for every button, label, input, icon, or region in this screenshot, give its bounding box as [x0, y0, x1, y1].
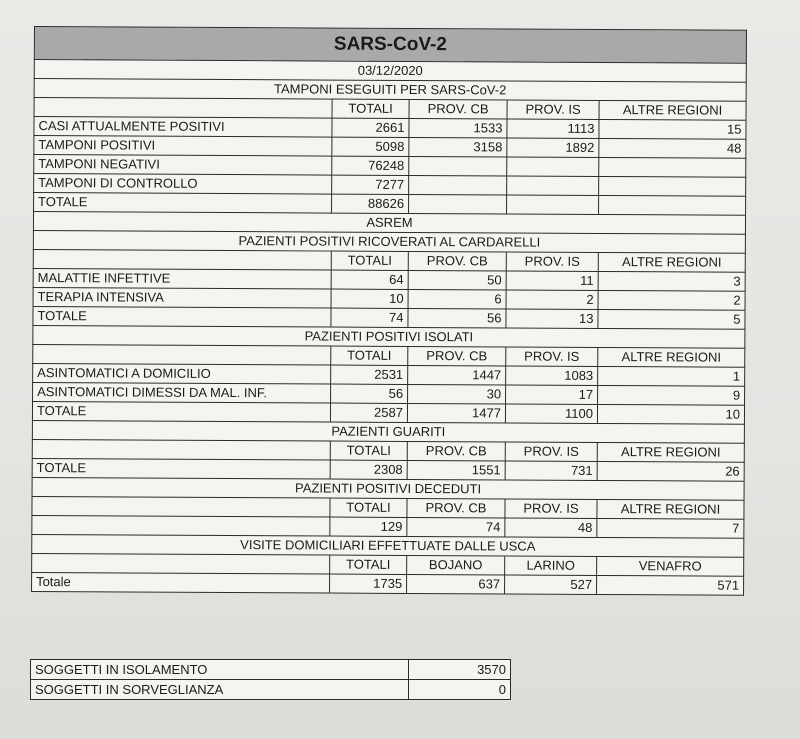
- table-row: [32, 572, 744, 595]
- empty-cell: [33, 249, 331, 270]
- cell-value: 10: [331, 289, 408, 308]
- column-header: BOJANO: [407, 555, 505, 575]
- row-label: ASINTOMATICI DIMESSI DA MAL. INF.: [33, 382, 331, 403]
- row-label: TAMPONI DI CONTROLLO: [34, 174, 332, 195]
- row-label: TOTALE: [33, 306, 331, 327]
- cell-value: 129: [330, 517, 407, 536]
- cell-value: 1447: [408, 365, 506, 385]
- cell-value: 2531: [331, 365, 408, 384]
- column-header: PROV. CB: [407, 441, 505, 461]
- report-sheet: [31, 26, 746, 596]
- column-header: PROV. IS: [506, 252, 598, 271]
- column-header: LARINO: [505, 556, 597, 575]
- cell-value: 11: [506, 271, 598, 290]
- empty-cell: [32, 439, 330, 460]
- column-header: ALTRE REGIONI: [597, 499, 744, 519]
- deceduti-heading: PAZIENTI POSITIVI DECEDUTI: [32, 477, 744, 500]
- covid-report-table: [31, 26, 747, 596]
- empty-cell: [32, 553, 330, 574]
- cell-value: 74: [331, 308, 408, 327]
- cell-value: 1533: [409, 118, 507, 138]
- column-header: PROV. CB: [408, 346, 506, 366]
- cell-value: 74: [407, 517, 505, 537]
- asrem-heading: ASREM: [33, 212, 745, 235]
- soggetti-row: [31, 660, 511, 680]
- row-label: [32, 515, 330, 536]
- cell-value: [409, 175, 507, 195]
- row-label: TOTALE: [32, 401, 330, 422]
- title-row: [34, 27, 746, 64]
- cell-value: [599, 176, 746, 196]
- empty-cell: [34, 98, 332, 119]
- empty-cell: [32, 496, 330, 517]
- column-header: PROV. CB: [409, 99, 507, 119]
- cell-value: 7: [597, 518, 744, 538]
- row-label: CASI ATTUALMENTE POSITIVI: [34, 117, 332, 138]
- report-title: SARS-CoV-2: [34, 27, 746, 64]
- cell-value: 2: [598, 290, 745, 310]
- column-header: PROV. IS: [505, 499, 597, 518]
- cell-value: 6: [408, 289, 506, 309]
- cell-value: 26: [597, 461, 744, 481]
- report-table-body: [32, 27, 747, 596]
- cell-value: 7277: [332, 175, 409, 194]
- cell-value: [599, 195, 746, 215]
- cell-value: [409, 156, 507, 176]
- row-label: Totale: [32, 572, 330, 593]
- column-header: ALTRE REGIONI: [598, 347, 745, 367]
- cell-value: 17: [506, 385, 598, 404]
- guariti-heading: PAZIENTI GUARITI: [32, 420, 744, 443]
- row-label: TOTALE: [32, 458, 330, 479]
- soggetti-table: [30, 659, 511, 700]
- soggetti-value: 3570: [408, 660, 511, 680]
- cell-value: 1477: [407, 403, 505, 423]
- cell-value: 64: [331, 270, 408, 289]
- column-header: PROV. CB: [407, 498, 505, 518]
- isolati-heading: PAZIENTI POSITIVI ISOLATI: [33, 325, 745, 348]
- cell-value: 571: [597, 575, 744, 595]
- soggetti-label: SOGGETTI IN SORVEGLIANZA: [31, 680, 409, 700]
- cell-value: 731: [505, 461, 597, 480]
- cell-value: 48: [505, 518, 597, 537]
- row-label: MALATTIE INFETTIVE: [33, 268, 331, 289]
- cell-value: 527: [505, 575, 597, 594]
- column-header: TOTALI: [331, 346, 408, 365]
- column-header: PROV. IS: [506, 347, 598, 366]
- row-label: ASINTOMATICI A DOMICILIO: [33, 363, 331, 384]
- cell-value: 5: [598, 309, 745, 329]
- cell-value: 13: [506, 309, 598, 328]
- cell-value: 1551: [407, 460, 505, 480]
- column-header: TOTALI: [330, 498, 407, 517]
- cell-value: 56: [331, 384, 408, 403]
- row-label: TAMPONI POSITIVI: [34, 136, 332, 157]
- cell-value: 9: [598, 385, 745, 405]
- row-label: TOTALE: [34, 193, 332, 214]
- ricoverati-heading: PAZIENTI POSITIVI RICOVERATI AL CARDARELLI: [33, 230, 745, 253]
- cell-value: 2308: [330, 460, 407, 479]
- cell-value: [507, 195, 599, 214]
- column-header: VENAFRO: [597, 556, 744, 576]
- cell-value: 1892: [507, 138, 599, 157]
- cell-value: 1083: [506, 366, 598, 385]
- column-header: TOTALI: [331, 251, 408, 270]
- cell-value: 1735: [330, 574, 407, 593]
- column-header: PROV. IS: [505, 442, 597, 461]
- cell-value: [507, 176, 599, 195]
- row-label: TAMPONI NEGATIVI: [34, 155, 332, 176]
- column-header: ALTRE REGIONI: [597, 442, 744, 462]
- cell-value: 637: [407, 574, 505, 594]
- cell-value: [507, 157, 599, 176]
- column-header: PROV. CB: [408, 251, 506, 271]
- cell-value: 3: [598, 271, 745, 291]
- empty-cell: [33, 344, 331, 365]
- cell-value: 2661: [332, 118, 409, 137]
- column-header: PROV. IS: [507, 100, 599, 119]
- cell-value: 76248: [332, 156, 409, 175]
- cell-value: 1: [598, 366, 745, 386]
- column-header: TOTALI: [330, 441, 407, 460]
- cell-value: 2587: [330, 403, 407, 422]
- cell-value: 48: [599, 138, 746, 158]
- soggetti-row: [31, 680, 511, 700]
- cell-value: 2: [506, 290, 598, 309]
- column-header: ALTRE REGIONI: [599, 100, 746, 120]
- cell-value: 88626: [332, 194, 409, 213]
- soggetti-label: SOGGETTI IN ISOLAMENTO: [31, 660, 409, 680]
- cell-value: 1100: [505, 404, 597, 423]
- cell-value: 1113: [507, 119, 599, 138]
- cell-value: 50: [408, 270, 506, 290]
- cell-value: 56: [408, 308, 506, 328]
- soggetti-value: 0: [408, 680, 511, 700]
- column-header: ALTRE REGIONI: [598, 252, 745, 272]
- row-label: TERAPIA INTENSIVA: [33, 287, 331, 308]
- cell-value: 30: [408, 384, 506, 404]
- cell-value: 5098: [332, 137, 409, 156]
- cell-value: 10: [597, 404, 744, 424]
- cell-value: 15: [599, 119, 746, 139]
- tamponi-heading: TAMPONI ESEGUITI PER SARS-CoV-2: [34, 79, 746, 102]
- column-header: TOTALI: [332, 99, 409, 118]
- cell-value: [409, 194, 507, 214]
- usca-heading: VISITE DOMICILIARI EFFETTUATE DALLE USCA: [32, 534, 744, 557]
- column-header: TOTALI: [330, 555, 407, 574]
- cell-value: [599, 157, 746, 177]
- cell-value: 3158: [409, 137, 507, 157]
- report-date: 03/12/2020: [34, 60, 746, 83]
